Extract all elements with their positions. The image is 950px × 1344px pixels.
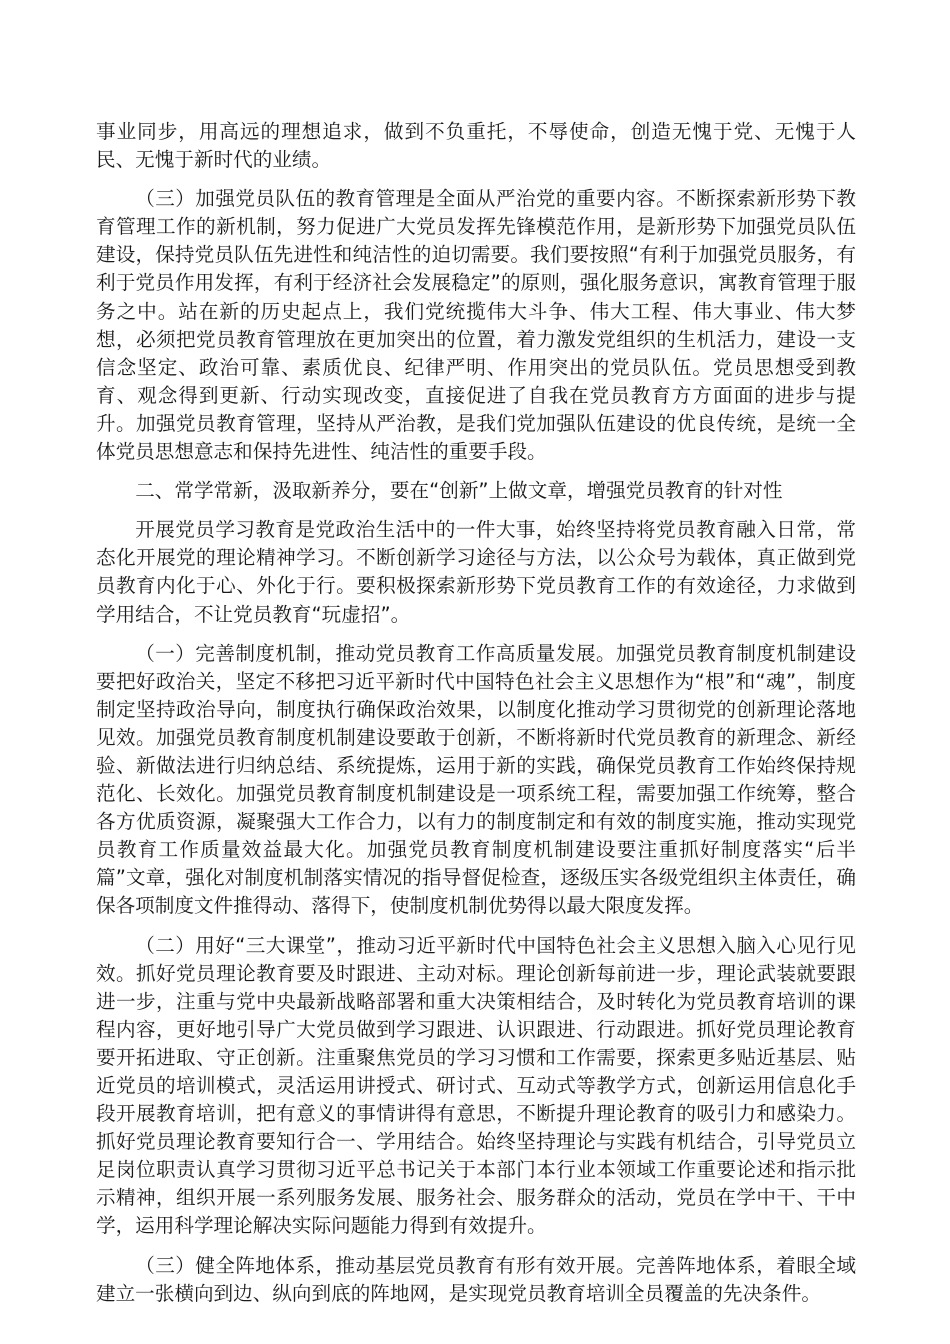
paragraph-party-member-management: （三）加强党员队伍的教育管理是全面从严治党的重要内容。不断探索新形势下教育管理工作的新机制，努力促进广大党员发挥先锋模范作用，是新形势下加强党员队伍建设，保持党员队伍先进性和纯洁性的迫切需要。我们要按照“有利于加强党员服务，有利于党员作用发挥，有利于经济社会发展稳定”的原则，强化服务意识，寓教育管理于服务之中。站在新的历史起点上，我们党统揽伟大斗争、伟大工程、伟大事业、伟大梦想，必须把党员教育管理放在更加突出的位置，着力激发党组织的生机活力，建设一支信念坚定、政治可靠、素质优良、纪律严明、作用突出的党员队伍。党员思想受到教育、观念得到更新、行动实现改变，直接促进了自我在党员教育方方面面的进步与提升。加强党员教育管理，坚持从严治教，是我们党加强队伍建设的优良传统，是统一全体党员思想意志和保持先进性、纯洁性的重要手段。 (96, 187, 856, 464)
paragraph-three-classrooms: （二）用好“三大课堂”，推动习近平新时代中国特色社会主义思想入脑入心见行见效。抓好党员理论教育要及时跟进、主动对标。理论创新每前进一步，理论武装就要跟进一步，注重与党中央最新战略部署和重大决策相结合，及时转化为党员教育培训的课程内容，更好地引导广大党员做到学习跟进、认识跟进、行动跟进。抓好党员理论教育要开拓进取、守正创新。注重聚焦党员的学习习惯和工作需要，探索更多贴近基层、贴近党员的培训模式，灵活运用讲授式、研讨式、互动式等教学方式，创新运用信息化手段开展教育培训，把有意义的事情讲得有意思，不断提升理论教育的吸引力和感染力。抓好党员理论教育要知行合一、学用结合。始终坚持理论与实践有机结合，引导党员立足岗位职责认真学习贯彻习近平总书记关于本部门本行业本领域工作重要论述和指示批示精神，组织开展一系列服务发展、服务社会、服务群众的活动，党员在学中干、干中学，运用科学理论解决实际问题能力得到有效提升。 (96, 933, 856, 1238)
paragraph-institutional-mechanism: （一）完善制度机制，推动党员教育工作高质量发展。加强党员教育制度机制建设要把好政治关，坚定不移把习近平新时代中国特色社会主义思想作为“根”和“魂”，制度制定坚持政治导向，制度执行确保政治效果，以制度化推动学习贯彻党的创新理论落地见效。加强党员教育制度机制建设要敢于创新，不断将新时代党员教育的新理念、新经验、新做法进行归纳总结、系统提炼，运用于新的实践，确保党员教育工作始终保持规范化、长效化。加强党员教育制度机制建设是一项系统工程，需要加强工作统筹，整合各方优质资源，凝聚强大工作合力，以有力的制度制定和有效的制度实施，推动实现党员教育工作质量效益最大化。加强党员教育制度机制建设要注重抓好制度落实“后半篇”文章，强化对制度机制落实情况的指导督促检查，逐级压实各级党组织主体责任，确保各项制度文件推得动、落得下，使制度机制优势得以最大限度发挥。 (96, 641, 856, 918)
section-heading-innovation: 二、常学常新，汲取新养分，要在“创新”上做文章，增强党员教育的针对性 (135, 479, 783, 503)
paragraph-continuation: 事业同步，用高远的理想追求，做到不负重托，不辱使命，创造无愧于党、无愧于人民、无愧于新时代的业绩。 (96, 120, 856, 172)
paragraph-position-system: （三）健全阵地体系，推动基层党员教育有形有效开展。完善阵地体系，着眼全域建立一张横向到边、纵向到底的阵地网，是实现党员教育培训全员覆盖的先决条件。 (96, 1253, 856, 1305)
paragraph-study-education: 开展党员学习教育是党政治生活中的一件大事，始终坚持将党员教育融入日常，常态化开展党的理论精神学习。不断创新学习途径与方法，以公众号为载体，真正做到党员教育内化于心、外化于行。要积极探索新形势下党员教育工作的有效途径，力求做到学用结合，不让党员教育“玩虚招”。 (96, 518, 856, 626)
document-body (96, 118, 856, 1319)
